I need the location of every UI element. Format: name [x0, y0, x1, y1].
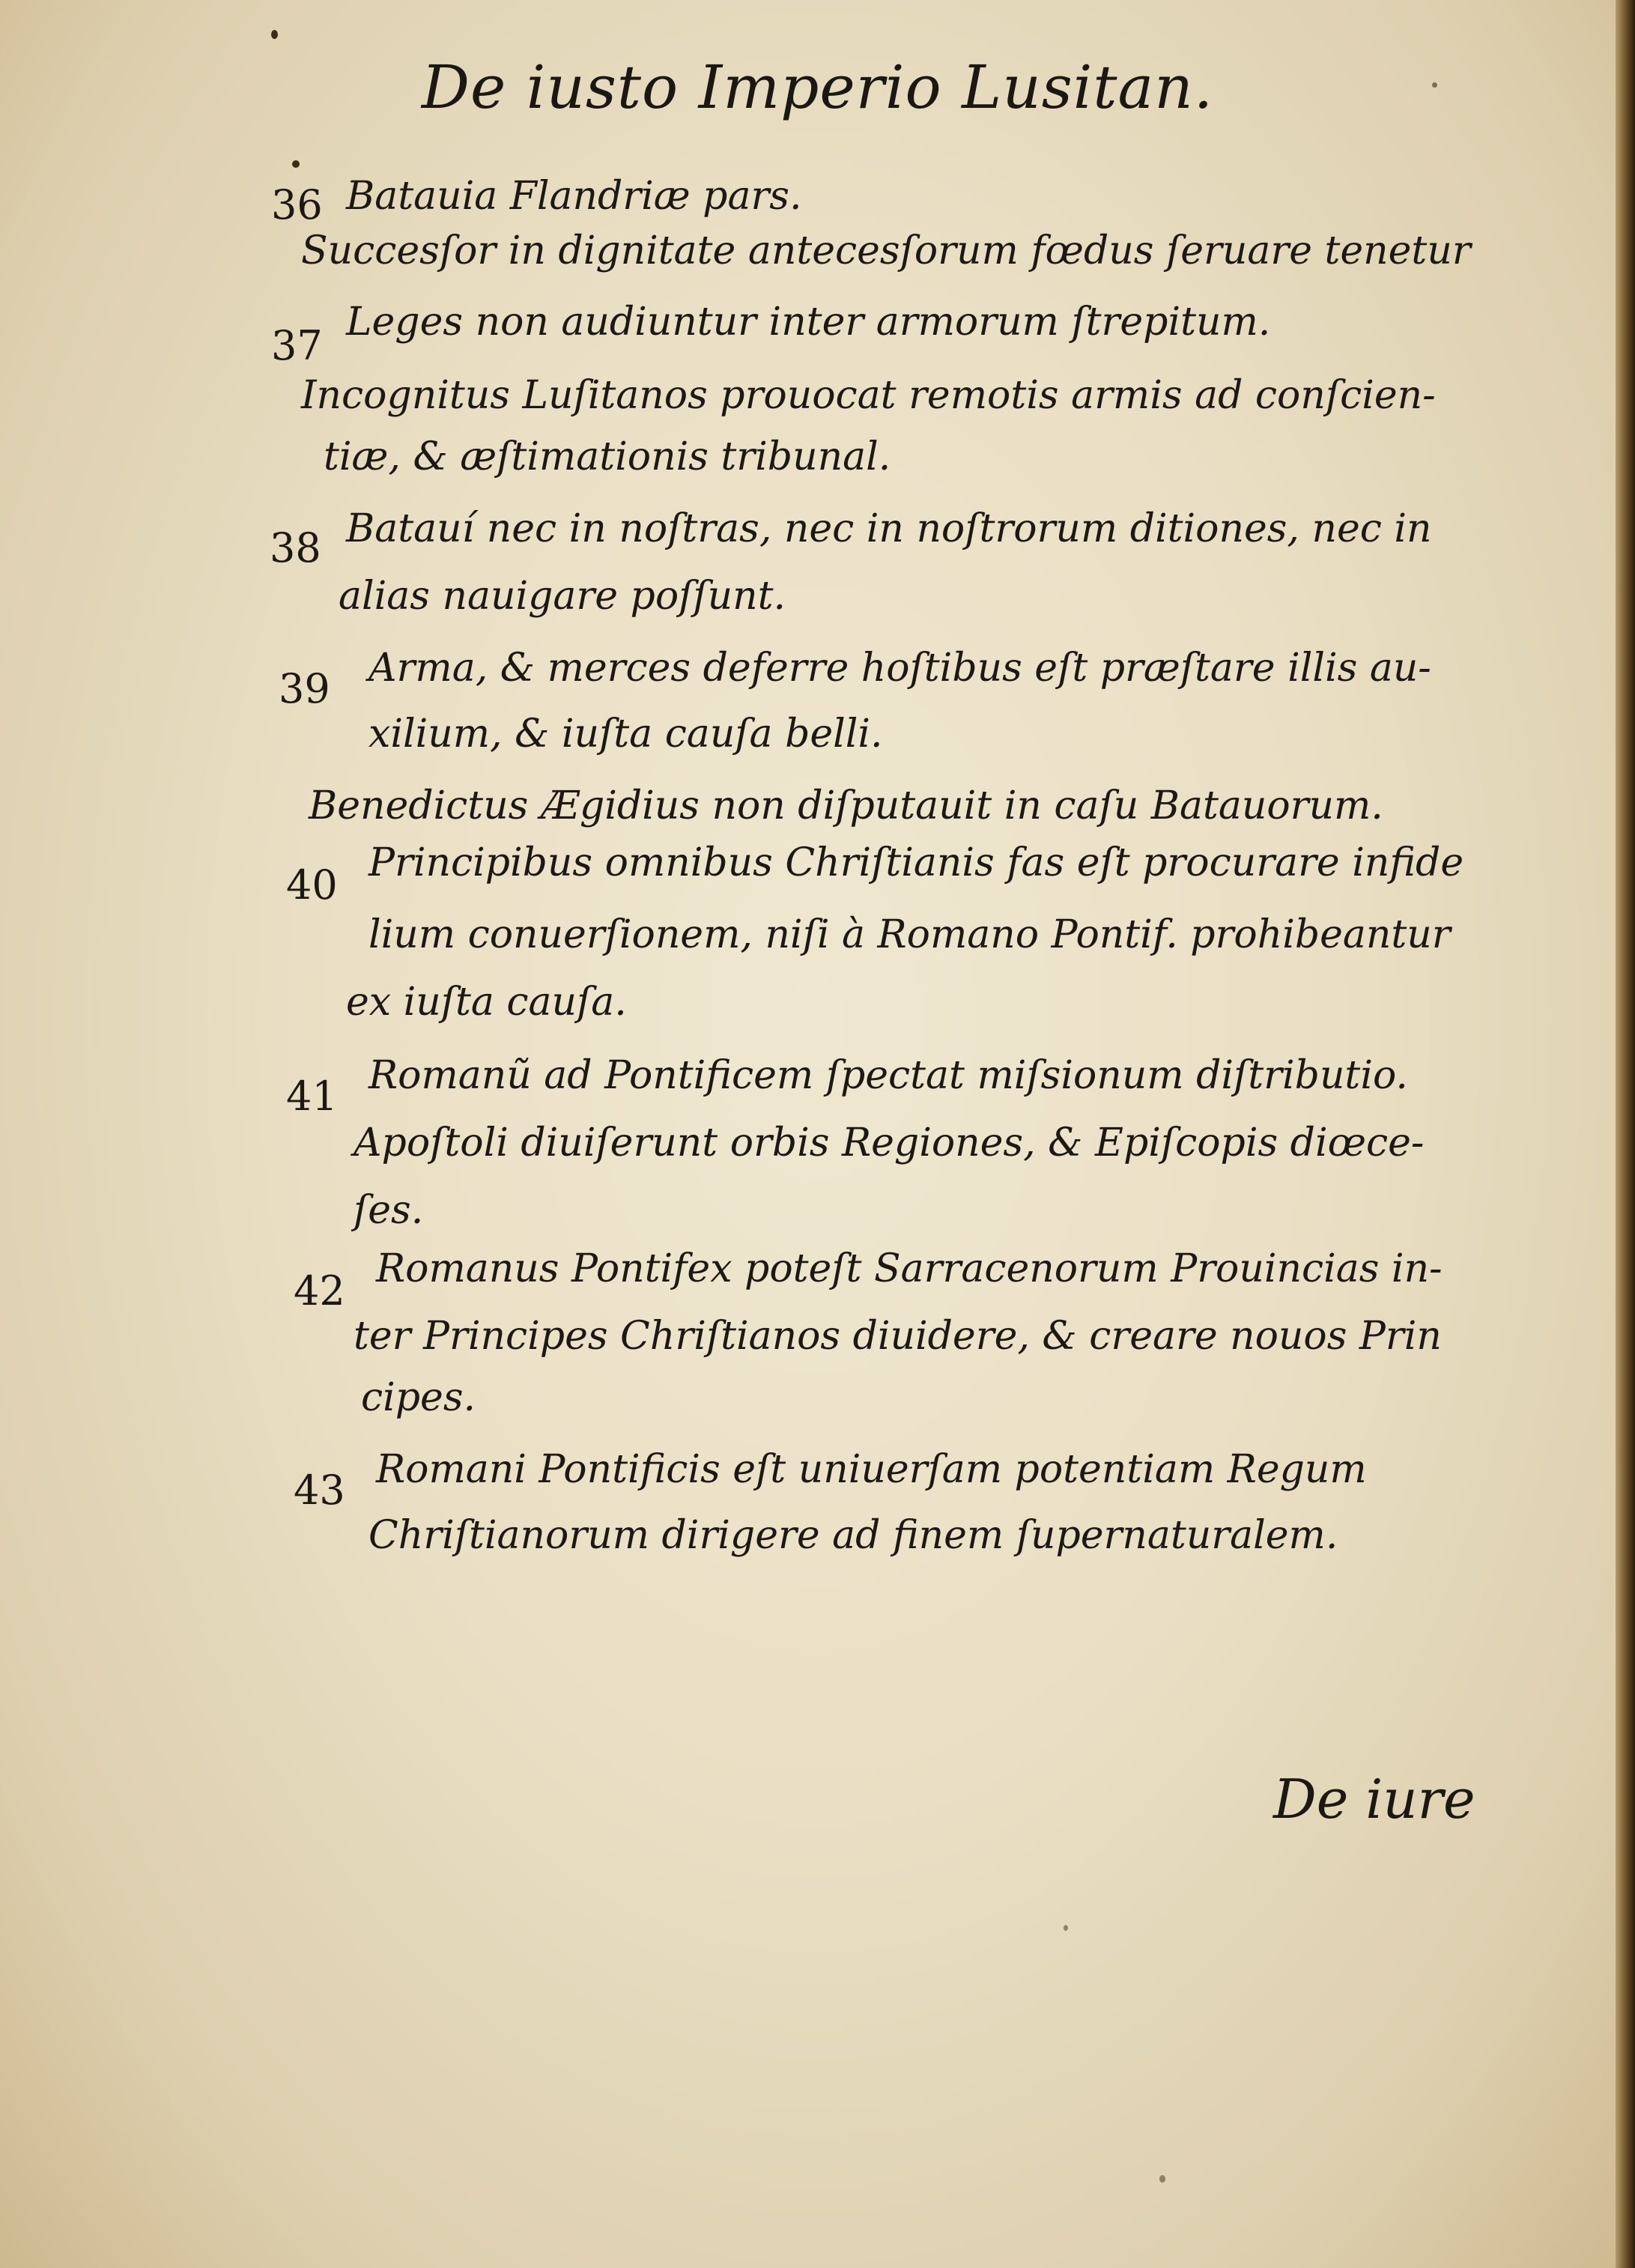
entry-line: Arma, & merces deferre hoſtibus eſt præſtare illis au-: [368, 646, 1431, 691]
entry-number: 40: [286, 861, 338, 909]
binding-edge: [1616, 0, 1635, 2268]
ink-speck: [271, 30, 278, 39]
ink-speck: [292, 160, 300, 168]
entry-line: ſes.: [354, 1188, 424, 1233]
entry-line: tiæ, & æſtimationis tribunal.: [324, 434, 891, 479]
entry-line: Principibus omnibus Chriſtianis fas eſt procurare infide: [368, 840, 1464, 885]
entry-number: 43: [294, 1467, 345, 1514]
entry-line: Batauí nec in noſtras, nec in noſtrorum ditiones, nec in: [346, 506, 1432, 551]
show-through-bleed: [285, 1588, 1513, 2157]
running-head: De iusto Imperio Lusitan.: [421, 52, 1214, 122]
ink-speck: [1432, 82, 1437, 88]
entry-line: Batauia Flandriæ pars.: [346, 174, 802, 219]
ink-speck: [1064, 1925, 1068, 1931]
entry-line: Incognitus Luſitanos prouocat remotis armis ad conſcien-: [301, 373, 1436, 418]
entry-number: 42: [294, 1267, 345, 1315]
entry-line: Romanũ ad Pontificem ſpectat miſsionum diſtributio.: [368, 1053, 1408, 1098]
entry-line: ex iuſta cauſa.: [346, 980, 627, 1025]
entry-line: lium conuerſionem, niſi à Romano Pontif. prohibeantur: [368, 912, 1451, 957]
entry-number: 41: [286, 1073, 338, 1120]
entry-line: Romanus Pontifex poteſt Sarracenorum Prouincias in-: [376, 1246, 1443, 1291]
entry-number: 38: [270, 524, 321, 571]
entry-line: Leges non audiuntur inter armorum ſtrepitum.: [346, 300, 1271, 345]
entry-number: 36: [271, 181, 323, 228]
entry-line: Romani Pontificis eſt uniuerſam potentiam Regum: [376, 1447, 1367, 1492]
catchword: De iure: [1273, 1768, 1475, 1831]
entry-number: 37: [271, 322, 323, 369]
ink-speck: [1159, 2175, 1165, 2183]
entry-line: alias nauigare poſſunt.: [339, 574, 786, 619]
entry-line: Chriſtianorum dirigere ad finem ſupernaturalem.: [368, 1513, 1338, 1558]
entry-line: ter Principes Chriſtianos diuidere, & creare nouos Prin: [354, 1314, 1442, 1359]
entry-line: cipes.: [361, 1375, 476, 1420]
entry-line: Succesſor in dignitate antecesſorum fœdus ſeruare tenetur: [301, 228, 1471, 273]
entry-number: 39: [279, 665, 330, 712]
entry-line: Benedictus Ægidius non diſputauit in caſu Batauorum.: [309, 783, 1383, 828]
entry-line: xilium, & iuſta cauſa belli.: [368, 712, 883, 756]
entry-line: Apoſtoli diuiſerunt orbis Regiones, & Epiſcopis diœce-: [354, 1121, 1425, 1165]
